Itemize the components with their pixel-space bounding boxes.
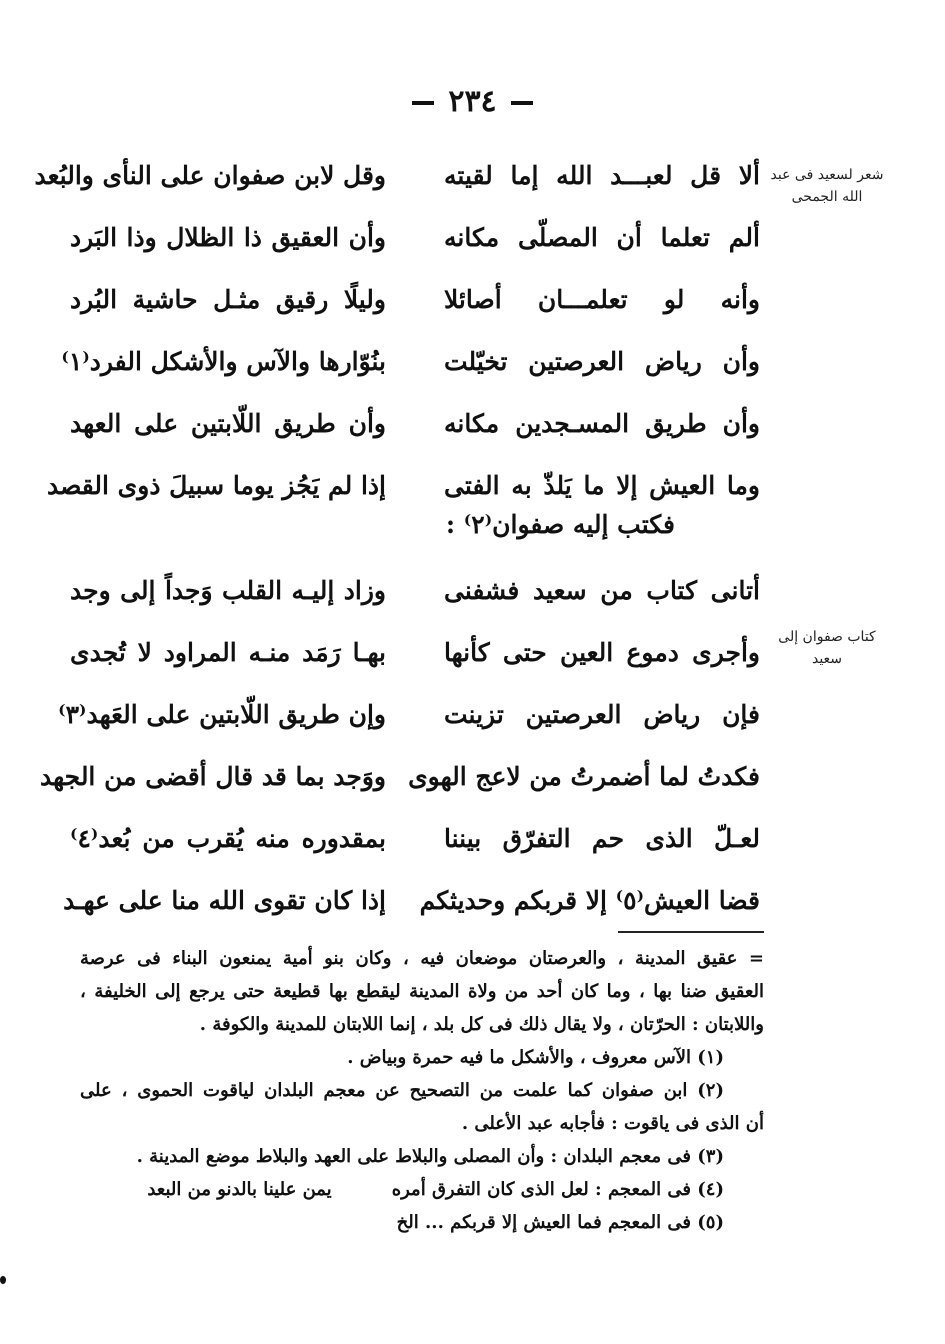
hemistich-first: قضا العيش⁽٥⁾ إلا قربكم وحديثكم [419,886,760,915]
hemistich-first: ألا قل لعبـــد الله إما لقيته [444,161,760,190]
verse [40,746,760,808]
hemistich-first: وأن رياض العرصتين تخيّلت [444,347,760,376]
margin-note-said-poem: شعر لسعيد فى عبد الله الجمحى [770,167,884,205]
dash-left [511,101,533,105]
verse [70,560,760,622]
poem-safwan [40,560,760,932]
hemistich-second: ووَجد بما قد قال أقضى من الجهد [40,762,386,791]
footnotes [80,942,764,1239]
footnote-continuation: واللابتان : الحرّتان ، ولا يقال ذلك فى كل بلد ، إنما اللابتان للمدينة والكوفة . [199,1014,764,1035]
hemistich-second: بمقدوره منه يُقرب من بُعد⁽٤⁾ [70,824,386,853]
hemistich-first: لعـلّ الذى حم التفرّق بيننا [444,824,760,853]
margin-note-safwan-letter: كتاب صفوان إلى سعيد [778,629,876,667]
hemistich-second: بنُوّارها والآس والأشكل الفرد⁽١⁾ [61,347,386,376]
verse [61,331,760,393]
verse [70,622,760,684]
hemistich-first: ألم تعلما أن المصلّى مكانه [444,223,760,252]
verse [70,207,760,269]
ink-dot [0,1276,6,1284]
verse [70,393,760,455]
hemistich-first: فإن رياض العرصتين تزينت [444,700,760,729]
footnote-continuation: = عقيق المدينة ، والعرصتان موضعان فيه ، وكان بنو أمية يمنعون البناء فى عرصة [80,948,764,969]
footnote-1: (١) الآس معروف ، والأشكل ما فيه حمرة وبياض . [347,1047,724,1068]
hemistich-second: إذا كان تقوى الله منا على عهـد [63,886,386,915]
hemistich-first: وما العيش إلا ما يَلذّ به الفتى [444,471,760,500]
verse [34,145,760,207]
poem-said [34,145,760,517]
hemistich-second: وليلًا رقيق مثـل حاشية البُرد [70,285,386,314]
verse [70,269,760,331]
verse [63,870,760,932]
hemistich-second: وأن طريق اللّابتين على العهد [70,409,386,438]
footnote-separator [618,931,764,933]
footnote-3: (٣) فى معجم البلدان : وأن المصلى والبلاط على العهد والبلاط موضع المدينة . [136,1146,724,1167]
intro-line: فكتب إليه صفوان⁽٢⁾ : [445,510,675,539]
hemistich-second: وزاد إليـه القلب وَجداً إلى وجد [70,576,386,605]
footnote-2: (٢) ابن صفوان كما علمت من التصحيح عن معجم البلدان لياقوت الحموى ، على [80,1080,724,1101]
hemistich-second: بهـا رَمَد منـه المراود لا تُجدى [70,638,386,667]
footnote-2-continuation: أن الذى فى ياقوت : فأجابه عبد الأعلى . [461,1113,764,1134]
footnote-4 [80,1173,764,1206]
hemistich-first: وأنه لو تعلمـــان أصائلا [444,285,760,314]
dash-right [412,101,434,105]
hemistich-second: وإن طريق اللّابتين على العَهد⁽٣⁾ [58,700,386,729]
hemistich-first: أتانى كتاب من سعيد فشفنى [444,576,760,605]
footnote-4-second-hemistich: يمن علينا بالدنو من البعد [147,1179,332,1200]
verse [46,455,760,517]
hemistich-second: إذا لم يَجُز يوما سبيلَ ذوى القصد [46,471,386,500]
page-number: ٢٣٤ [0,84,945,119]
hemistich-first: فكدتُ لما أضمرتُ من لاعج الهوى [408,762,760,791]
hemistich-second: وقل لابن صفوان على النأى والبُعد [34,161,386,190]
verse [70,808,760,870]
hemistich-first: وأن طريق المسـجدين مكانه [444,409,760,438]
verse [58,684,760,746]
hemistich-first: وأجرى دموع العين حتى كأنها [444,638,760,667]
footnote-5: (٥) فى المعجم فما العيش إلا قربكم ... الخ [396,1212,724,1233]
footnote-4-first-hemistich: (٤) فى المعجم : لعل الذى كان التفرق أمره [391,1179,724,1200]
hemistich-second: وأن العقيق ذا الظلال وذا البَرد [70,223,386,252]
footnote-continuation: العقيق ضنا بها ، وما كان أحد من ولاة المدينة ليقطع بها قطيعة حتى يرجع إلى الخليفة ، [80,981,764,1002]
